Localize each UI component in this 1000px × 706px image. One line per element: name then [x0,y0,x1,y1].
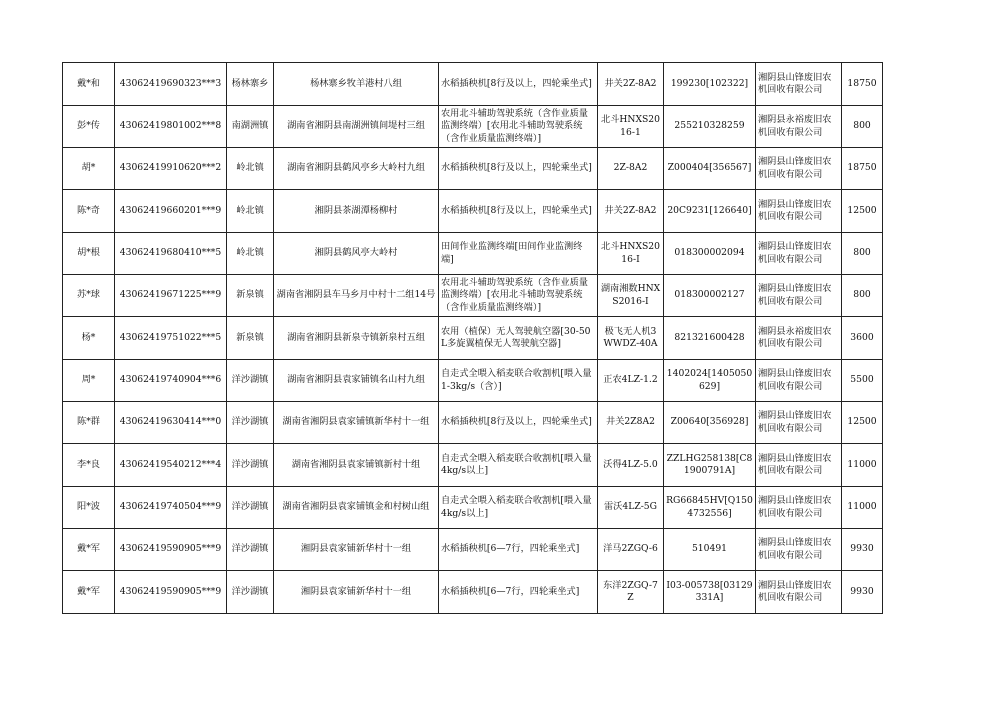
cell-recycler: 湘阴县山锋废旧农机回收有限公司 [756,529,842,571]
cell-amount: 9930 [842,529,883,571]
cell-model: 洋马2ZGQ-6 [598,529,664,571]
cell-serial-number: 821321600428 [664,317,756,360]
cell-name: 杨* [63,317,115,360]
cell-name: 李*良 [63,444,115,487]
cell-machine-item: 自走式全喂入稻麦联合收割机[喂入量4kg/s以上] [439,444,598,487]
cell-name: 阳*波 [63,487,115,529]
cell-recycler: 湘阴县永裕废旧农机回收有限公司 [756,106,842,148]
cell-amount: 18750 [842,63,883,106]
cell-recycler: 湘阴县山锋废旧农机回收有限公司 [756,571,842,614]
table-row [63,190,883,233]
cell-id-number: 43062419590905***9 [115,529,227,571]
cell-name: 戴*军 [63,571,115,614]
cell-model: 湖南湘数HNXS2016-I [598,275,664,317]
cell-machine-item: 水稻插秧机[6—7行，四轮乘坐式] [439,529,598,571]
table-row [63,63,883,106]
cell-recycler: 湘阴县山锋废旧农机回收有限公司 [756,233,842,275]
cell-recycler: 湘阴县山锋废旧农机回收有限公司 [756,63,842,106]
cell-serial-number: I03-005738[03129331A] [664,571,756,614]
cell-machine-item: 农用北斗辅助驾驶系统（含作业质量监测终端）[农用北斗辅助驾驶系统（含作业质量监测终端）] [439,275,598,317]
subsidy-table [62,62,883,614]
cell-id-number: 43062419630414***0 [115,402,227,444]
cell-serial-number: 018300002127 [664,275,756,317]
cell-address: 湖南省湘阴县袁家铺镇名山村九组 [274,360,439,402]
cell-serial-number: 510491 [664,529,756,571]
cell-address: 湘阴县袁家铺新华村十一组 [274,529,439,571]
table-row [63,360,883,402]
cell-amount: 800 [842,233,883,275]
table-row [63,487,883,529]
cell-serial-number: ZZLHG258138[C81900791A] [664,444,756,487]
cell-machine-item: 农用北斗辅助驾驶系统（含作业质量监测终端）[农用北斗辅助驾驶系统（含作业质量监测终端）] [439,106,598,148]
cell-recycler: 湘阴县山锋废旧农机回收有限公司 [756,360,842,402]
cell-recycler: 湘阴县山锋废旧农机回收有限公司 [756,444,842,487]
cell-recycler: 湘阴县山锋废旧农机回收有限公司 [756,190,842,233]
cell-serial-number: 255210328259 [664,106,756,148]
cell-town: 新泉镇 [227,275,274,317]
cell-serial-number: RG66845HV[Q1504732556] [664,487,756,529]
table-row [63,106,883,148]
cell-machine-item: 自走式全喂入稻麦联合收割机[喂入量1-3kg/s（含）] [439,360,598,402]
cell-name: 周* [63,360,115,402]
cell-amount: 12500 [842,190,883,233]
cell-id-number: 43062419910620***2 [115,148,227,190]
table-row [63,571,883,614]
table-row [63,148,883,190]
cell-town: 岭北镇 [227,190,274,233]
cell-id-number: 43062419740504***9 [115,487,227,529]
cell-model: 正农4LZ-1.2 [598,360,664,402]
cell-address: 湖南省湘阴县袁家铺镇新村十组 [274,444,439,487]
cell-serial-number: 018300002094 [664,233,756,275]
cell-address: 湖南省湘阴县袁家铺镇新华村十一组 [274,402,439,444]
cell-address: 湘阴县茶湖潭杨柳村 [274,190,439,233]
cell-recycler: 湘阴县山锋废旧农机回收有限公司 [756,402,842,444]
cell-address: 湖南省湘阴县南湖洲镇间堤村三组 [274,106,439,148]
cell-town: 新泉镇 [227,317,274,360]
cell-machine-item: 自走式全喂入稻麦联合收割机[喂入量4kg/s以上] [439,487,598,529]
cell-model: 北斗HNXS2016-I [598,233,664,275]
cell-model: 沃得4LZ-5.0 [598,444,664,487]
cell-machine-item: 水稻插秧机[8行及以上，四轮乘坐式] [439,148,598,190]
table-row [63,402,883,444]
cell-model: 2Z-8A2 [598,148,664,190]
cell-name: 胡*根 [63,233,115,275]
cell-address: 湘阴县鹤风亭大岭村 [274,233,439,275]
cell-name: 戴*军 [63,529,115,571]
cell-amount: 800 [842,106,883,148]
cell-recycler: 湘阴县山锋废旧农机回收有限公司 [756,275,842,317]
cell-address: 湘阴县袁家铺新华村十一组 [274,571,439,614]
cell-town: 南湖洲镇 [227,106,274,148]
cell-name: 胡* [63,148,115,190]
cell-machine-item: 田间作业监测终端[田间作业监测终端] [439,233,598,275]
cell-model: 极飞无人机3WWDZ-40A [598,317,664,360]
cell-amount: 11000 [842,487,883,529]
cell-id-number: 43062419690323***3 [115,63,227,106]
cell-id-number: 43062419671225***9 [115,275,227,317]
cell-town: 洋沙湖镇 [227,402,274,444]
cell-id-number: 43062419801002***8 [115,106,227,148]
cell-town: 洋沙湖镇 [227,571,274,614]
cell-machine-item: 水稻插秧机[8行及以上，四轮乘坐式] [439,63,598,106]
cell-amount: 5500 [842,360,883,402]
cell-town: 洋沙湖镇 [227,529,274,571]
cell-town: 岭北镇 [227,148,274,190]
cell-machine-item: 水稻插秧机[6—7行，四轮乘坐式] [439,571,598,614]
cell-serial-number: 1402024[1405050629] [664,360,756,402]
table-body [63,63,883,614]
cell-id-number: 43062419590905***9 [115,571,227,614]
cell-address: 湖南省湘阴县新泉寺镇新泉村五组 [274,317,439,360]
table-row [63,529,883,571]
cell-machine-item: 农用（植保）无人驾驶航空器[30-50L多旋翼植保无人驾驶航空器] [439,317,598,360]
cell-address: 湖南省湘阴县车马乡月中村十二组14号 [274,275,439,317]
cell-id-number: 43062419680410***5 [115,233,227,275]
cell-town: 杨林寨乡 [227,63,274,106]
cell-id-number: 43062419540212***4 [115,444,227,487]
cell-amount: 800 [842,275,883,317]
cell-amount: 12500 [842,402,883,444]
cell-amount: 3600 [842,317,883,360]
cell-model: 北斗HNXS2016-1 [598,106,664,148]
cell-name: 陈*群 [63,402,115,444]
cell-serial-number: 199230[102322] [664,63,756,106]
cell-model: 井关2Z-8A2 [598,63,664,106]
cell-town: 洋沙湖镇 [227,487,274,529]
cell-model: 东洋2ZGQ-7Z [598,571,664,614]
cell-model: 雷沃4LZ-5G [598,487,664,529]
cell-address: 湖南省湘阴县袁家铺镇金和村树山组 [274,487,439,529]
cell-amount: 11000 [842,444,883,487]
cell-town: 洋沙湖镇 [227,444,274,487]
table-row [63,317,883,360]
cell-model: 井关2Z8A2 [598,402,664,444]
cell-amount: 9930 [842,571,883,614]
cell-machine-item: 水稻插秧机[8行及以上，四轮乘坐式] [439,402,598,444]
cell-serial-number: Z000404[356567] [664,148,756,190]
cell-address: 杨林寨乡牧羊港村八组 [274,63,439,106]
cell-serial-number: 20C9231[126640] [664,190,756,233]
cell-recycler: 湘阴县山锋废旧农机回收有限公司 [756,487,842,529]
table-row [63,275,883,317]
cell-recycler: 湘阴县山锋废旧农机回收有限公司 [756,148,842,190]
cell-town: 岭北镇 [227,233,274,275]
cell-name: 苏*球 [63,275,115,317]
cell-machine-item: 水稻插秧机[8行及以上，四轮乘坐式] [439,190,598,233]
cell-name: 彭*传 [63,106,115,148]
cell-serial-number: Z00640[356928] [664,402,756,444]
cell-id-number: 43062419740904***6 [115,360,227,402]
cell-name: 戴*和 [63,63,115,106]
cell-amount: 18750 [842,148,883,190]
cell-name: 陈*奇 [63,190,115,233]
cell-recycler: 湘阴县永裕废旧农机回收有限公司 [756,317,842,360]
cell-town: 洋沙湖镇 [227,360,274,402]
cell-address: 湖南省湘阴县鹤风亭乡大岭村九组 [274,148,439,190]
cell-id-number: 43062419751022***5 [115,317,227,360]
cell-model: 井关2Z-8A2 [598,190,664,233]
cell-id-number: 43062419660201***9 [115,190,227,233]
table-row [63,233,883,275]
table-row [63,444,883,487]
